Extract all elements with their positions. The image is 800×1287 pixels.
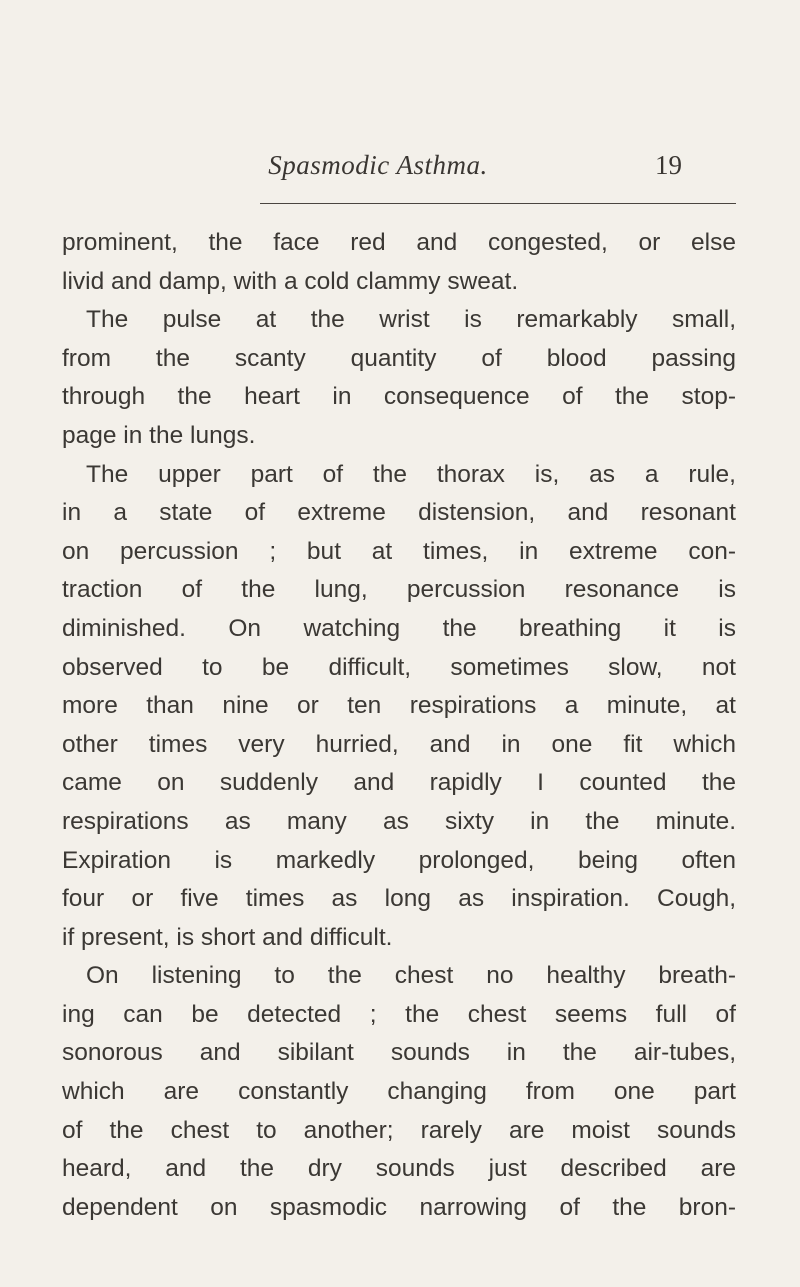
text-line: diminished. On watching the breathing it is [62,614,736,642]
text-line: more than nine or ten respirations a minute, at [62,692,736,720]
text-line: heard, and the dry sounds just described are [62,1155,736,1183]
running-title: Spasmodic Asthma. [268,150,488,180]
text-line: sonorous and sibilant sounds in the air-tubes, [62,1039,736,1067]
text-line: on percussion ; but at times, in extreme con- [62,537,736,565]
text-line: through the heart in consequence of the stop- [62,383,736,411]
text-line: prominent, the face red and congested, or else [62,229,736,256]
text-line: of the chest to another; rarely are moist sounds [62,1116,736,1144]
text-line: ing can be detected ; the chest seems full of [62,1000,736,1028]
running-head [140,150,740,190]
text-line: On listening to the chest no healthy breath- [86,962,736,990]
page-number: 19 [655,150,682,180]
body-text [62,224,736,1227]
header-rule [260,203,736,204]
text-line: livid and damp, with a cold clammy sweat. [62,267,519,295]
text-line: dependent on spasmodic narrowing of the bron- [62,1193,736,1221]
text-line: which are constantly changing from one part [62,1078,736,1106]
text-line: if present, is short and difficult. [62,923,393,951]
text-line: four or five times as long as inspiration. Cough, [62,885,736,913]
text-line: other times very hurried, and in one fit which [62,730,736,758]
text-line: respirations as many as sixty in the minute. [62,807,736,835]
text-line: Expiration is markedly prolonged, being often [62,846,736,874]
text-line: The upper part of the thorax is, as a rule, [86,460,736,488]
text-line: The pulse at the wrist is remarkably small, [86,306,736,334]
text-line: in a state of extreme distension, and resonant [62,499,736,527]
text-line: traction of the lung, percussion resonance is [62,576,736,604]
text-line: observed to be difficult, sometimes slow, not [62,653,736,681]
text-line: page in the lungs. [62,421,256,449]
text-line: came on suddenly and rapidly I counted the [62,769,736,797]
text-line: from the scanty quantity of blood passing [62,344,736,372]
